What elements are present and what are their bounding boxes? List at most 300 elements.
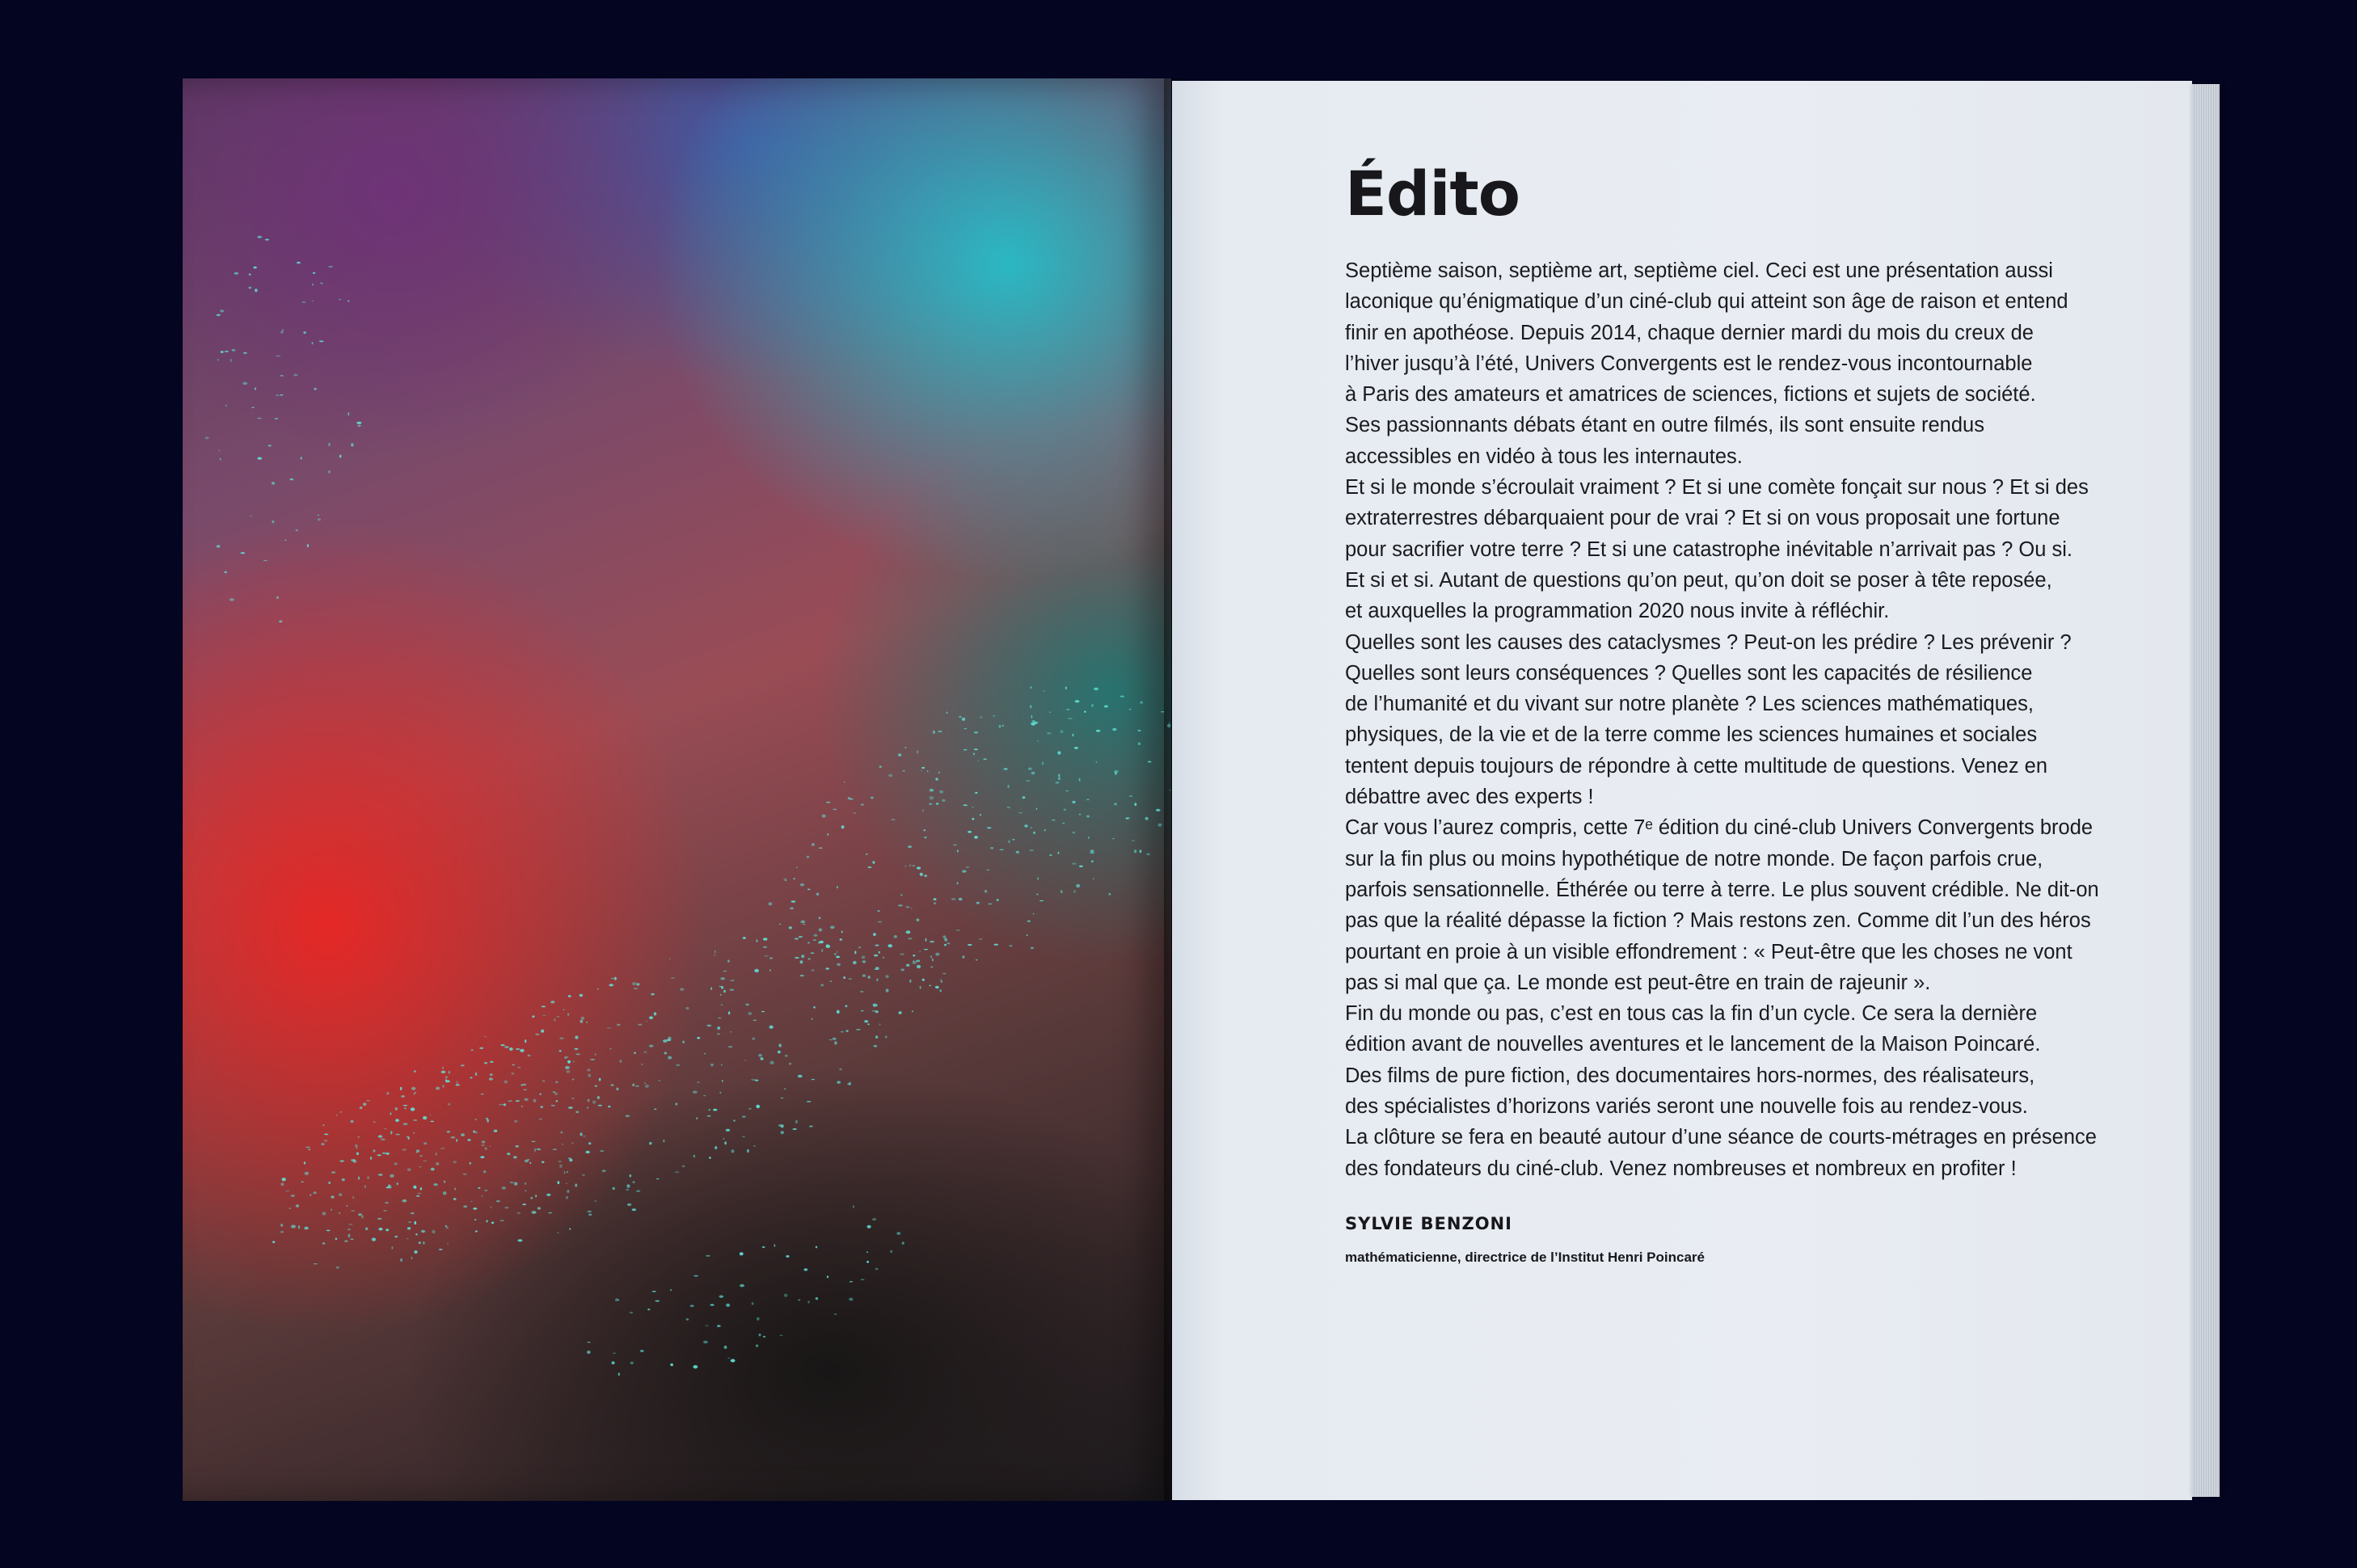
speckle-dot [813,1006,815,1009]
speckle-dot [567,1060,571,1064]
speckle-dot [770,1026,774,1029]
speckle-dot [588,1099,590,1102]
speckle-dot [921,767,925,769]
speckle-dot [448,1103,451,1106]
speckle-dot [626,1115,630,1117]
speckle-dot [560,1132,563,1133]
speckle-dot [754,969,759,972]
speckle-dot [1079,778,1081,782]
speckle-dot [816,1297,818,1300]
speckle-dot [1148,761,1152,763]
speckle-dot [520,1049,524,1052]
speckle-dot [490,1073,493,1076]
speckle-dot [475,1230,478,1232]
speckle-dot [911,908,913,909]
speckle-dot [610,1084,613,1086]
speckle-dot [225,351,229,352]
speckle-dot [940,979,942,980]
speckle-dot [268,445,272,446]
speckle-dot [567,1013,569,1015]
speckle-dot [756,1105,760,1108]
speckle-dot [875,969,877,970]
speckle-dot [752,1038,755,1040]
speckle-dot [312,284,314,285]
speckle-dot [956,929,960,930]
speckle-dot [812,970,815,972]
speckle-dot [902,770,904,771]
speckle-dot [822,815,826,818]
speckle-dot [743,937,746,939]
body-line: édition avant de nouvelles aventures et le lancement de la Maison Poincaré. [1345,1033,2041,1056]
speckle-dot [807,958,810,959]
speckle-dot [717,1034,720,1035]
speckle-dot [894,935,897,938]
speckle-dot [1115,772,1117,775]
speckle-dot [511,1073,514,1075]
speckle-dot [310,1194,311,1196]
speckle-dot [532,1211,537,1214]
speckle-dot [1065,687,1067,689]
speckle-dot [555,1081,559,1083]
speckle-dot [433,1183,437,1186]
speckle-dot [789,926,792,929]
speckle-dot [377,1218,382,1220]
speckle-dot [1073,890,1075,892]
speckle-dot [1079,866,1083,867]
speckle-dot [252,407,255,408]
speckle-dot [419,1166,421,1167]
speckle-dot [470,1201,472,1202]
speckle-dot [821,949,823,952]
speckle-dot [697,1037,700,1039]
speckle-dot [758,1054,762,1057]
speckle-dot [586,1022,588,1023]
speckle-dot [722,1080,723,1082]
speckle-dot [1007,807,1010,808]
speckle-dot [613,1353,616,1354]
speckle-dot [962,718,966,721]
speckle-dot [942,973,947,975]
speckle-dot [630,1174,632,1178]
speckle-dot [924,875,927,877]
speckle-dot [781,1124,784,1128]
speckle-dot [1119,696,1124,698]
speckle-dot [890,1250,893,1253]
speckle-dot [408,1136,410,1140]
speckle-dot [319,340,324,342]
speckle-dot [764,955,768,956]
body-line: pas si mal que ça. Le monde est peut-être en train de rajeunir ». [1345,971,1931,994]
speckle-dot [908,938,913,939]
speckle-dot [489,1146,491,1147]
speckle-dot [461,1133,465,1136]
speckle-dot [748,1012,752,1015]
speckle-dot [634,1052,636,1054]
speckle-dot [500,1044,504,1046]
speckle-dot [717,1026,720,1030]
speckle-dot [649,1016,653,1019]
speckle-dot [423,1241,425,1245]
speckle-dot [304,1161,306,1164]
speckle-dot [646,1021,647,1022]
speckle-dot [668,1056,672,1060]
speckle-dot [656,1178,659,1179]
speckle-dot [826,945,831,948]
speckle-dot [834,1041,837,1044]
speckle-dot [862,956,865,959]
speckle-dot [390,1174,394,1178]
speckle-dot [963,804,968,806]
speckle-dot [588,1214,592,1216]
speckle-dot [314,1263,318,1264]
speckle-dot [366,1100,370,1101]
speckle-dot [697,1081,700,1083]
speckle-dot [1030,705,1031,708]
speckle-dot [331,1171,335,1174]
speckle-dot [346,1205,348,1207]
speckle-dot [812,843,815,846]
speckle-dot [867,1225,871,1229]
speckle-dot [1022,796,1026,799]
speckle-dot [906,930,911,934]
speckle-dot [444,1181,445,1183]
speckle-dot [335,1237,338,1240]
body-line: finir en apothéose. Depuis 2014, chaque dernier mardi du mois du creux de [1345,321,2034,344]
speckle-dot [946,711,947,714]
speckle-dot [600,1150,604,1152]
speckle-dot [395,1119,399,1122]
speckle-dot [597,988,599,990]
speckle-dot [514,1120,517,1123]
speckle-dot [1009,945,1012,946]
speckle-dot [693,1365,698,1368]
speckle-dot [609,984,613,986]
speckle-dot [415,1233,418,1236]
speckle-dot [568,1157,571,1159]
speckle-dot [632,982,637,985]
speckle-dot [968,831,972,833]
speckle-dot [770,1061,774,1064]
speckle-dot [730,980,734,981]
speckle-dot [580,1020,584,1023]
speckle-dot [450,1136,455,1139]
speckle-dot [447,1131,450,1133]
speckle-dot [833,809,837,811]
speckle-dot [537,1149,542,1150]
speckle-dot [407,1227,411,1229]
speckle-dot [1104,705,1108,707]
speckle-dot [790,908,794,910]
speckle-dot [1030,687,1031,689]
speckle-dot [974,836,978,839]
speckle-dot [781,1131,784,1134]
speckle-dot [529,1162,531,1165]
speckle-dot [837,886,838,888]
speckle-dot [811,1018,812,1020]
speckle-dot [795,938,799,939]
speckle-dot [682,1165,685,1168]
speckle-dot [445,1079,447,1082]
speckle-dot [280,394,284,395]
speckle-dot [849,1298,853,1301]
speckle-dot [523,1084,526,1085]
speckle-dot [1031,947,1034,950]
speckle-dot [917,919,920,921]
speckle-dot [913,955,915,956]
speckle-dot [1031,772,1035,774]
speckle-dot [397,1182,398,1185]
speckle-dot [205,436,209,439]
speckle-dot [517,1239,522,1241]
speckle-dot [706,1255,710,1257]
body-line: et auxquelles la programmation 2020 nous invite à réfléchir. [1345,600,1890,623]
speckle-dot [731,1359,736,1362]
speckle-dot [663,1140,664,1143]
speckle-dot [539,1093,542,1095]
speckle-dot [791,900,796,902]
speckle-dot [807,889,811,891]
speckle-dot [924,837,926,838]
speckle-dot [957,882,959,884]
speckle-dot [566,1183,567,1184]
speckle-dot [372,1237,376,1241]
speckle-dot [693,1091,698,1094]
speckle-dot [850,1281,853,1282]
speckle-dot [395,1134,400,1136]
body-line: à Paris des amateurs et amatrices de sciences, fictions et sujets de société. [1345,383,2036,407]
speckle-dot [456,1139,457,1142]
speckle-dot [726,1304,730,1307]
speckle-dot [867,976,870,979]
speckle-dot [390,1112,392,1115]
speckle-dot [874,955,878,957]
speckle-dot [1039,900,1044,901]
speckle-dot [253,267,256,269]
speckle-dot [453,1161,457,1163]
speckle-dot [611,978,615,980]
speckle-dot [841,931,843,934]
speckle-dot [770,969,771,971]
speckle-dot [976,959,978,961]
speckle-dot [803,924,806,925]
speckle-dot [533,1099,537,1102]
speckle-dot [1129,795,1133,797]
speckle-dot [620,1060,622,1063]
speckle-dot [927,770,929,772]
speckle-dot [432,1230,435,1233]
speckle-dot [1009,841,1010,843]
speckle-dot [548,1212,552,1213]
speckle-dot [768,902,772,905]
speckle-dot [383,1210,386,1212]
speckle-dot [1072,863,1077,865]
speckle-dot [742,1136,744,1137]
speckle-dot [1086,799,1090,801]
speckle-dot [652,1291,656,1292]
speckle-dot [487,1119,489,1123]
speckle-dot [1086,816,1090,818]
speckle-dot [559,1165,563,1168]
speckle-dot [943,935,947,938]
speckle-dot [377,1154,382,1156]
speckle-dot [441,1148,445,1149]
speckle-dot [753,1020,757,1022]
speckle-dot [1112,838,1114,839]
speckle-dot [874,1045,877,1047]
speckle-dot [515,1145,519,1148]
speckle-dot [530,1197,533,1199]
speckle-dot [627,1203,631,1206]
speckle-dot [829,1039,833,1040]
speckle-dot [224,571,227,574]
speckle-dot [220,310,224,312]
speckle-dot [801,955,804,958]
speckle-dot [944,944,947,946]
speckle-dot [607,1027,611,1028]
speckle-dot [728,1011,730,1014]
speckle-dot [912,865,915,866]
speckle-dot [522,1203,525,1205]
speckle-dot [542,1161,545,1163]
speckle-dot [1075,700,1080,702]
speckle-dot [796,866,798,868]
speckle-dot [1036,807,1038,810]
speckle-dot [785,879,787,881]
speckle-dot [407,1168,411,1171]
body-line: Et si et si. Autant de questions qu’on peut, qu’on doit se poser à tête reposée, [1345,568,2052,592]
speckle-dot [500,1220,504,1221]
speckle-dot [430,1115,432,1116]
speckle-dot [378,1135,382,1137]
speckle-dot [531,1141,535,1142]
speckle-dot [304,1227,308,1230]
speckle-dot [566,1070,570,1073]
speckle-dot [847,1083,851,1085]
speckle-dot [221,351,224,353]
speckle-dot [1044,829,1046,831]
speckle-dot [257,236,262,238]
speckle-dot [902,1241,904,1245]
speckle-dot [959,898,963,900]
speckle-dot [795,1120,798,1123]
speckle-dot [220,458,221,461]
speckle-dot [525,1191,526,1192]
speckle-dot [280,1231,285,1233]
speckle-dot [339,455,341,458]
body-line: Septième saison, septième art, septième ciel. Ceci est une présentation aussi [1345,259,2053,282]
speckle-dot [407,1136,408,1138]
speckle-dot [403,1123,408,1125]
body-line: des spécialistes d’horizons variés seront une nouvelle fois au rendez-vous. [1345,1095,2028,1119]
speckle-dot [423,1116,427,1119]
speckle-dot [807,942,810,944]
speckle-dot [930,941,934,942]
speckle-dot [301,457,302,459]
speckle-dot [416,1195,420,1197]
speckle-dot [386,1229,389,1231]
speckle-dot [1090,849,1094,852]
speckle-dot [491,1206,492,1208]
speckle-dot [618,1299,619,1301]
speckle-dot [1036,894,1038,896]
speckle-dot [348,412,349,415]
speckle-dot [615,1298,618,1301]
speckle-dot [507,1153,510,1155]
speckle-dot [906,906,910,908]
speckle-dot [934,898,937,900]
speckle-dot [540,1106,543,1107]
speckle-dot [935,778,938,780]
speckle-dot [482,1157,483,1158]
speckle-dot [617,1024,621,1026]
speckle-dot [719,986,722,987]
speckle-dot [1052,820,1055,821]
speckle-dot [935,953,939,956]
speckle-dot [816,1246,817,1249]
speckle-dot [763,1336,765,1338]
speckle-dot [595,1053,597,1056]
speckle-dot [953,845,957,846]
speckle-dot [232,349,236,352]
speckle-dot [556,1100,559,1102]
speckle-dot [877,910,879,912]
speckle-dot [1007,785,1009,788]
speckle-dot [751,1079,756,1081]
author-role: mathématicienne, directrice de l’Institut Henri Poincaré [1345,1250,1705,1265]
speckle-dot [510,1182,514,1183]
speckle-dot [264,560,268,562]
speckle-dot [719,1092,721,1094]
speckle-dot [710,1064,713,1066]
speckle-dot [302,301,306,303]
speckle-dot [957,849,959,852]
speckle-dot [255,289,258,292]
speckle-dot [431,1168,435,1171]
speckle-dot [761,1011,765,1012]
speckle-dot [793,1128,797,1130]
speckle-dot [542,1081,545,1082]
speckle-dot [587,1351,591,1354]
speckle-dot [421,1230,425,1233]
speckle-dot [501,1187,506,1190]
body-line: accessibles en vidéo à tous les internautes. [1345,445,1743,468]
speckle-dot [481,1195,483,1196]
body-line: des fondateurs du ciné-club. Venez nombreuses et nombreux en profiter ! [1345,1157,2017,1180]
speckle-dot [723,990,725,993]
speckle-dot [941,980,942,983]
speckle-dot [655,1300,660,1302]
speckle-dot [744,1060,746,1061]
speckle-dot [1018,812,1022,813]
speckle-dot [394,1236,398,1237]
speckle-dot [583,1136,585,1137]
speckle-dot [595,1085,597,1087]
speckle-dot [1049,711,1052,713]
speckle-dot [837,1010,840,1014]
speckle-dot [713,1109,717,1111]
speckle-dot [424,1142,427,1144]
speckle-dot [400,1258,403,1262]
speckle-dot [390,1131,392,1134]
speckle-dot [582,1174,585,1176]
speckle-dot [443,1191,447,1195]
speckle-dot [280,375,283,376]
speckle-dot [972,807,974,808]
speckle-dot [1088,837,1090,839]
speckle-dot [690,1305,694,1307]
speckle-dot [924,829,926,831]
speckle-dot [1060,890,1062,893]
